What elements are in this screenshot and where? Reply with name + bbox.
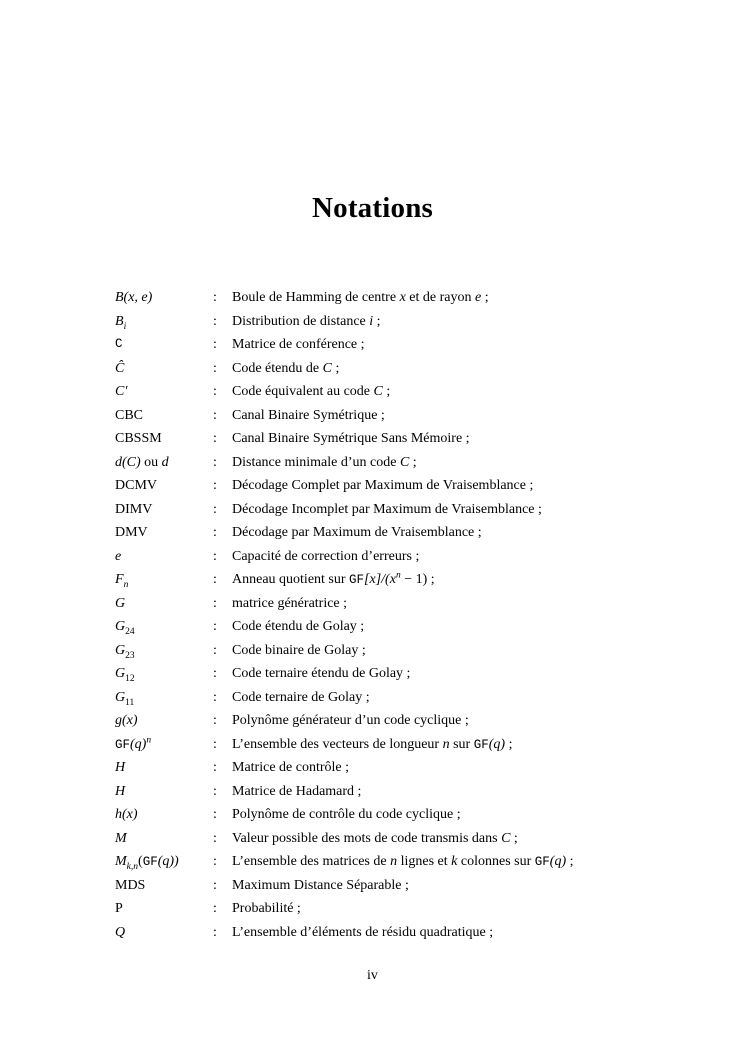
separator: : [213, 431, 217, 446]
notation-row [115, 686, 715, 710]
notation-description: Boule de Hamming de centre x et de rayon e ; [232, 290, 489, 305]
page-number: iv [367, 968, 378, 983]
notation-row [115, 921, 715, 945]
separator: : [213, 548, 217, 564]
separator: : [213, 595, 217, 611]
notation-row [115, 780, 715, 804]
notation-symbol: Ĉ [115, 360, 125, 376]
notation-symbol: C [115, 337, 123, 351]
notation-symbol: $F_n$ [115, 572, 129, 590]
notation-symbol: DIMV [115, 501, 153, 517]
notation-symbol: M [115, 830, 127, 846]
notation-row [115, 545, 715, 569]
notation-row [115, 897, 715, 921]
notation-symbol: $G_{24}$ [115, 619, 135, 637]
notation-row [115, 474, 715, 498]
notation-description: Code binaire de Golay ; [232, 642, 366, 658]
separator: : [213, 830, 217, 846]
notation-symbol: C′ [115, 384, 128, 399]
notation-symbol: H [115, 760, 126, 775]
notation-description: Décodage Complet par Maximum de Vraisemblance ; [232, 478, 534, 493]
separator: : [213, 783, 217, 799]
notation-row [115, 286, 715, 310]
notation-symbol: $B_i$ [115, 313, 127, 332]
separator: : [213, 525, 217, 540]
notation-row [115, 521, 715, 545]
separator: : [213, 501, 217, 517]
notation-row [115, 333, 715, 357]
notation-row [115, 357, 715, 381]
notation-symbol: Q [115, 924, 126, 940]
separator: : [213, 854, 217, 869]
separator: : [213, 337, 217, 352]
separator: : [213, 689, 217, 705]
notation-row [115, 850, 715, 874]
separator: : [213, 901, 217, 916]
notation-description: Matrice de Hadamard ; [232, 783, 362, 799]
notation-description: Décodage par Maximum de Vraisemblance ; [232, 525, 482, 540]
separator: : [213, 572, 217, 587]
separator: : [213, 642, 217, 658]
notation-description: Matrice de contrôle ; [232, 760, 350, 775]
notation-row [115, 427, 715, 451]
notation-symbol: $G_{23}$ [115, 642, 135, 661]
notation-row [115, 451, 715, 475]
notation-description: Code ternaire étendu de Golay ; [232, 666, 411, 681]
notation-row [115, 756, 715, 780]
notation-list [115, 286, 715, 944]
separator: : [213, 760, 217, 775]
separator: : [213, 619, 217, 634]
notation-description: Anneau quotient sur $GF[x]/(x^n - 1)$ ; [232, 570, 435, 587]
separator: : [213, 454, 217, 470]
notation-symbol: DCMV [115, 478, 158, 493]
notation-row [115, 662, 715, 686]
separator: : [213, 666, 217, 681]
notation-symbol: G [115, 595, 126, 611]
notation-description: Valeur possible des mots de code transmis dans C ; [232, 830, 518, 846]
separator: : [213, 478, 217, 493]
notation-row [115, 709, 715, 733]
separator: : [213, 877, 217, 893]
notation-row [115, 404, 715, 428]
notation-symbol: $M_{k,n}(GF(q))$ [115, 854, 179, 872]
notation-description: matrice génératrice ; [232, 595, 348, 611]
notation-description: Distance minimale d’un code C ; [232, 454, 417, 470]
notation-row [115, 803, 715, 827]
notation-description: L’ensemble d’éléments de résidu quadratique ; [232, 924, 494, 940]
notation-symbol: h(x) [115, 807, 138, 822]
notation-description: Maximum Distance Séparable ; [232, 877, 409, 893]
notation-symbol: $G_{12}$ [115, 666, 135, 684]
notation-symbol: MDS [115, 877, 146, 893]
notation-description: Décodage Incomplet par Maximum de Vraisemblance ; [232, 501, 542, 517]
notation-symbol: DMV [115, 525, 148, 540]
separator: : [213, 313, 217, 329]
separator: : [213, 736, 217, 752]
page-title: Notations [311, 192, 434, 224]
notation-symbol: $G_{11}$ [115, 689, 135, 708]
notation-symbol: CBC [115, 407, 144, 423]
notation-description: L’ensemble des vecteurs de longueur n sur GF(q) ; [232, 736, 513, 752]
notation-symbol: H [115, 783, 126, 799]
notation-row [115, 498, 715, 522]
notation-row [115, 380, 715, 404]
notation-row [115, 874, 715, 898]
notation-symbol: B(x, e) [115, 290, 153, 305]
notation-row [115, 827, 715, 851]
separator: : [213, 384, 217, 399]
notation-description: Code étendu de C ; [232, 360, 340, 376]
separator: : [213, 290, 217, 305]
notation-description: Capacité de correction d’erreurs ; [232, 548, 420, 564]
separator: : [213, 360, 217, 376]
notation-symbol: e [115, 548, 122, 564]
notation-symbol: $GF(q)^n$ [115, 734, 152, 752]
separator: : [213, 807, 217, 822]
notation-description: Canal Binaire Symétrique ; [232, 407, 385, 423]
notation-description: Matrice de conférence ; [232, 337, 365, 352]
separator: : [213, 713, 217, 728]
notation-symbol: g(x) [115, 713, 138, 728]
notation-description: Polynôme de contrôle du code cyclique ; [232, 807, 461, 822]
notation-description: Distribution de distance i ; [232, 313, 381, 329]
notation-symbol: CBSSM [115, 431, 162, 446]
notation-description: Code équivalent au code C ; [232, 384, 391, 399]
notation-row [115, 310, 715, 334]
notation-symbol: d(C) ou d [115, 454, 169, 470]
notation-description: Polynôme générateur d’un code cyclique ; [232, 713, 469, 728]
notation-row [115, 733, 715, 757]
notation-row [115, 615, 715, 639]
separator: : [213, 407, 217, 423]
notation-description: Probabilité ; [232, 901, 301, 916]
notation-symbol: P [115, 901, 123, 916]
notation-description: Canal Binaire Symétrique Sans Mémoire ; [232, 431, 470, 446]
separator: : [213, 924, 217, 940]
notation-description: L’ensemble des matrices de n lignes et k colonnes sur GF(q) ; [232, 854, 574, 869]
notation-row [115, 592, 715, 616]
notation-row [115, 639, 715, 663]
notation-description: Code ternaire de Golay ; [232, 689, 370, 705]
notation-row [115, 568, 715, 592]
notation-description: Code étendu de Golay ; [232, 619, 365, 634]
